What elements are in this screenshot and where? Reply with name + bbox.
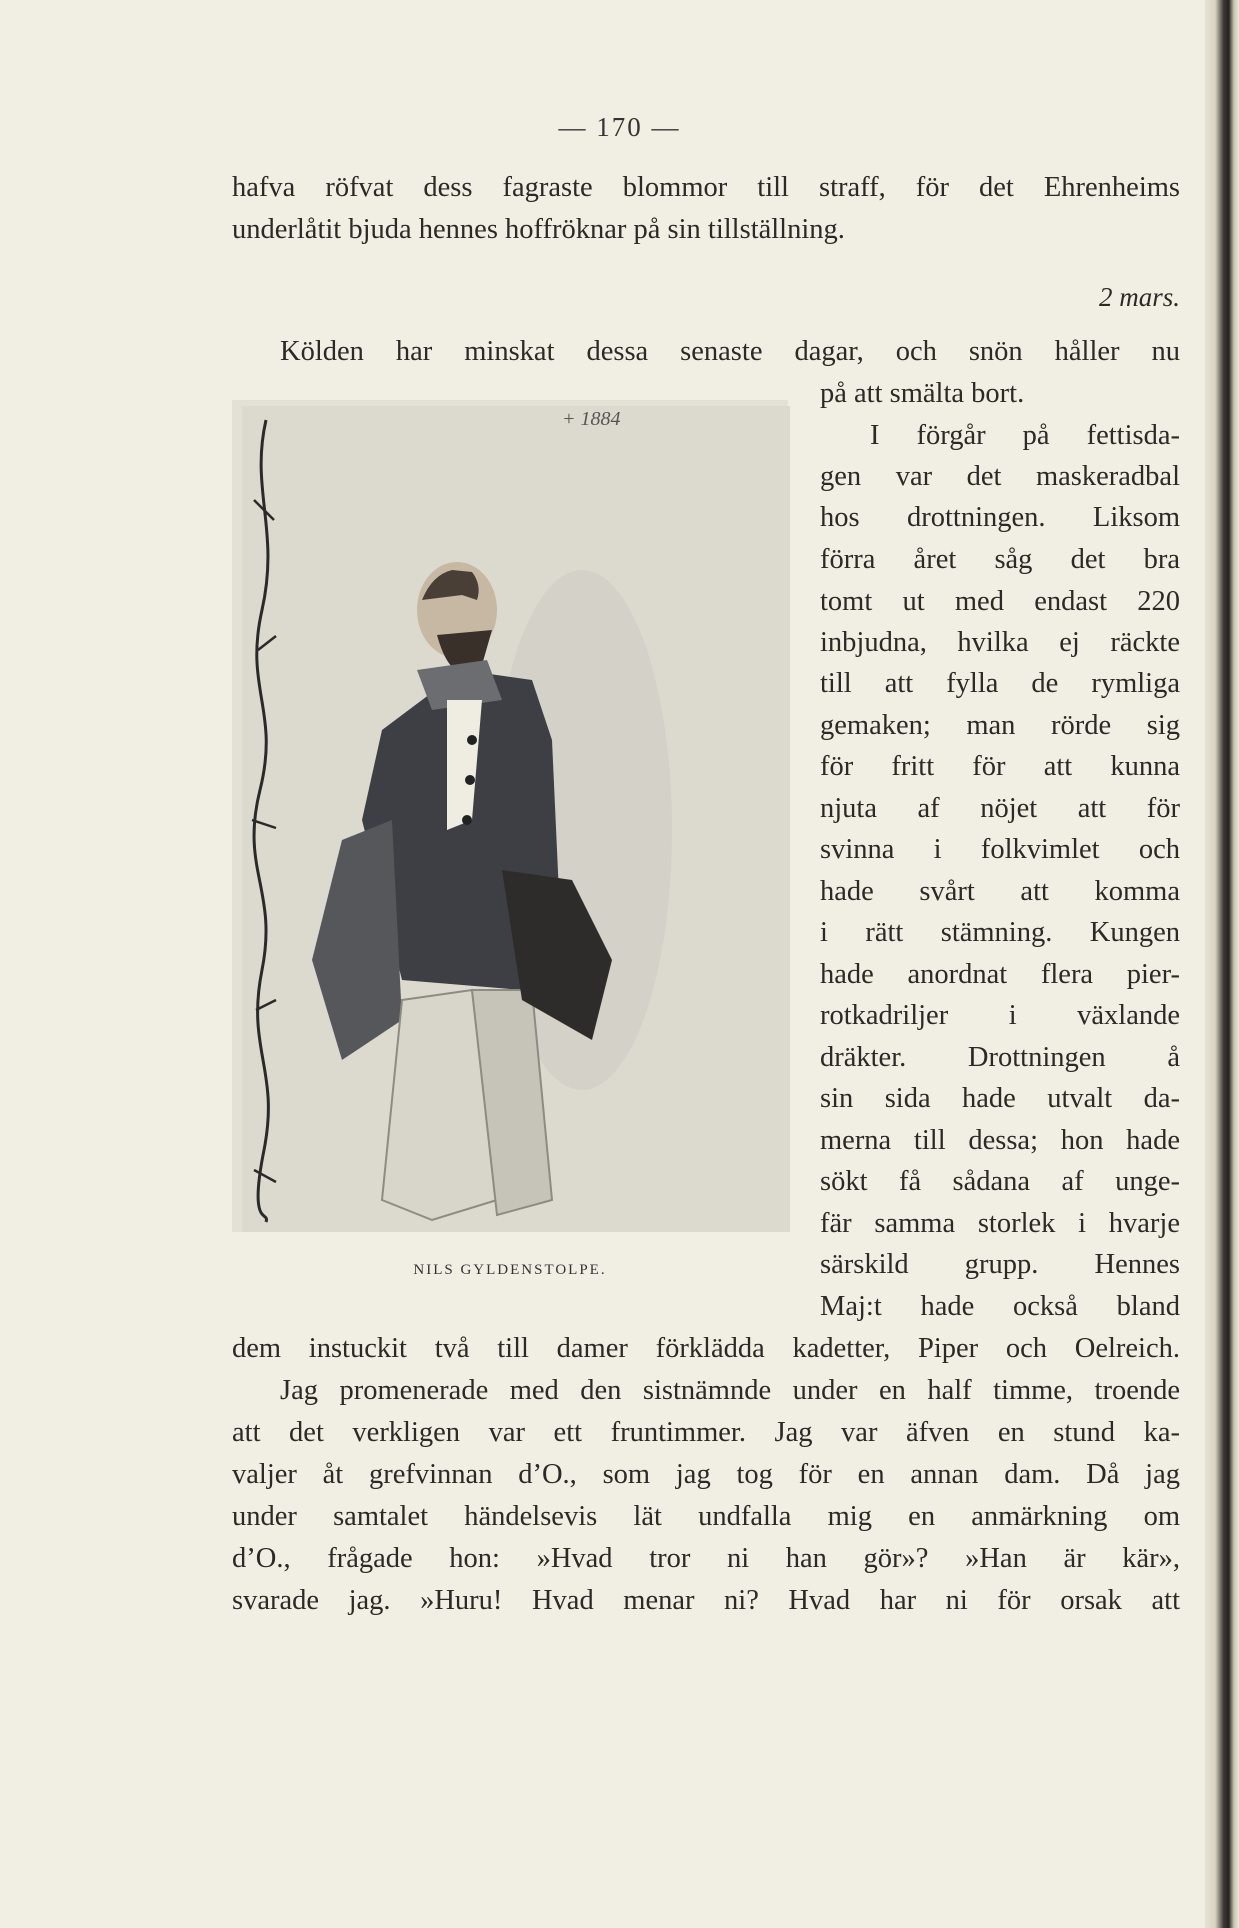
figure-caption: NILS GYLDENSTOLPE. [413,1262,607,1278]
text-line: Maj:t hade också bland [820,1291,1180,1322]
text-line: gemaken; man rörde sig [820,710,1180,741]
page-number: — 170 — [558,112,681,142]
text-line: för fritt för att kunna [820,751,1180,782]
diary-date: 2 mars. [1098,282,1180,312]
text-line: Kölden har minskat dessa senaste dagar, och snön håller nu [280,336,1180,367]
text-line: inbjudna, hvilka ej räckte [820,627,1180,658]
text-line: att det verkligen var ett fruntimmer. Jag var äfven en stund ka- [232,1417,1180,1448]
text-line: i rätt stämning. Kungen [820,917,1180,948]
text-line: njuta af nöjet att för [820,793,1180,824]
text-line: sökt få sådana af unge- [820,1166,1180,1197]
text-line: fär samma storlek i hvarje [820,1208,1180,1239]
portrait-illustration [232,400,788,1232]
text-line: hade svårt att komma [820,876,1180,907]
text-line: rotkadriljer i växlande [820,1000,1180,1031]
text-line: hafva röfvat dess fagraste blommor till straff, för det Ehrenheims [232,172,1180,203]
text-line: till att fylla de rymliga [820,668,1180,699]
handwritten-signature [240,410,292,1230]
text-line: tomt ut med endast 220 [820,586,1180,617]
pencil-note: + 1884 [562,408,621,430]
text-line: d’O., frågade hon: »Hvad tror ni han gör»? »Han är kär», [232,1543,1180,1574]
text-line: hos drottningen. Liksom [820,502,1180,533]
page-binding-edge [1205,0,1239,1928]
text-line: sin sida hade utvalt da- [820,1083,1180,1114]
text-line: dem instuckit två till damer förklädda kadetter, Piper och Oelreich. [232,1333,1180,1364]
text-line: särskild grupp. Hennes [820,1249,1180,1280]
text-line: på att smälta bort. [820,378,1025,409]
text-line: svinna i folkvimlet och [820,834,1180,865]
text-line: underlåtit bjuda hennes hoffröknar på sin tillställning. [232,214,845,245]
text-line: gen var det maskeradbal [820,461,1180,492]
text-line: förra året såg det bra [820,544,1180,575]
text-line: valjer åt grefvinnan d’O., som jag tog för en annan dam. Då jag [232,1459,1180,1490]
text-line: under samtalet händelsevis lät undfalla mig en anmärkning om [232,1501,1180,1532]
text-line: merna till dessa; hon hade [820,1125,1180,1156]
text-line: dräkter. Drottningen å [820,1042,1180,1073]
portrait-figure [232,400,788,1232]
text-line: I förgår på fettisda- [870,420,1180,451]
text-line: svarade jag. »Huru! Hvad menar ni? Hvad har ni för orsak att [232,1585,1180,1616]
text-line: Jag promenerade med den sistnämnde under en half timme, troende [280,1375,1180,1406]
text-line: hade anordnat flera pier- [820,959,1180,990]
